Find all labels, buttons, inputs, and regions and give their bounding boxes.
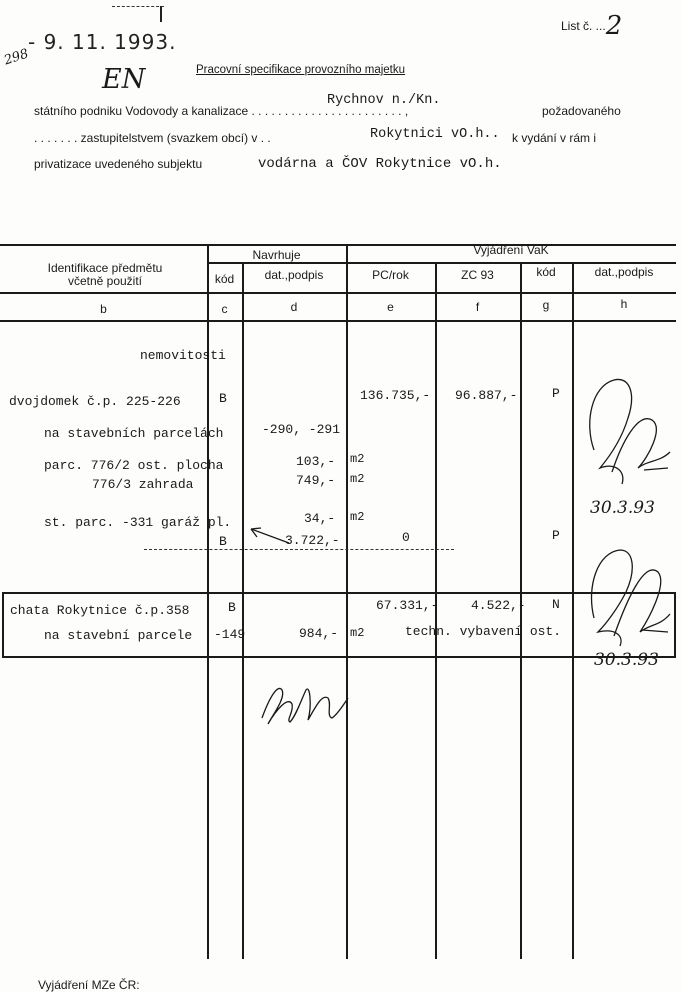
col-identifikace-line2: včetně použití — [67, 274, 143, 288]
letter-b: b — [100, 302, 107, 316]
stamp-date: - 9. 11. 1993. — [28, 30, 177, 54]
letter-h: h — [620, 297, 628, 311]
table-header-rule — [0, 292, 676, 294]
col-identifikace-line1: Identifikace předmětu — [47, 261, 163, 275]
letter-c: c — [221, 302, 228, 316]
letter-e: e — [387, 300, 394, 314]
subtotal-dash — [144, 549, 454, 550]
row-chata: chata Rokytnice č.p.358 — [10, 603, 190, 618]
place-typed: Rychnov n./Kn. — [327, 93, 441, 108]
row-776-2-unit: m2 — [350, 452, 365, 466]
arrow-mark — [245, 525, 295, 550]
signature-date-1: 30.3.93 — [590, 498, 655, 518]
letter-g: g — [542, 298, 550, 312]
signature-vak-2-loop — [592, 550, 633, 646]
margin-note: 298 — [2, 46, 31, 69]
stamp-bar — [160, 6, 162, 22]
signature-navrhuje-stroke — [262, 688, 348, 724]
table-letter-rule — [0, 320, 676, 322]
row-chata-val: 984,- — [299, 626, 339, 641]
row-parcelach: na stavebních parcelách — [44, 426, 224, 441]
col-identifikace — [10, 262, 200, 288]
row-331-unit: m2 — [350, 510, 365, 524]
list-label — [561, 11, 622, 41]
col-kod: kód — [214, 272, 235, 286]
row-nemovitosti: nemovitosti — [140, 348, 226, 363]
row-parcelach-val: -290, -291 — [262, 422, 341, 437]
group-vyjadreni: Vyjádření VaK — [473, 243, 549, 257]
signature-navrhuje — [256, 676, 352, 732]
list-label-text: List č. ... — [561, 19, 606, 33]
row-dvojdomek-pc: 136.735,- — [360, 388, 431, 403]
row-331-val: 34,- — [304, 511, 336, 526]
signature-vak-2 — [584, 540, 674, 650]
letter-f: f — [475, 300, 480, 314]
row-chata-parcela-num: -149 — [214, 627, 246, 642]
intro-line3-typed: vodárna a ČOV Rokytnice vO.h. — [258, 156, 502, 172]
signature-vak-1 — [582, 372, 674, 487]
row-chata-kod2: N — [552, 597, 560, 612]
row-dvojdomek: dvojdomek č.p. 225-226 — [9, 394, 181, 409]
intro-line3-pre: privatizace uvedeného subjektu — [34, 157, 203, 171]
intro-line1-post: požadovaného — [542, 104, 621, 118]
signature-vak-2-trail — [614, 570, 670, 636]
col-pcrok: PC/rok — [372, 268, 409, 282]
row-b2-kod: B — [219, 534, 227, 549]
chata-box — [2, 592, 676, 658]
letter-d: d — [290, 300, 298, 314]
intro-line2-post: k vydání v rám i — [512, 131, 597, 145]
row-776-2: parc. 776/2 ost. plocha — [44, 458, 224, 473]
row-chata-parcela: na stavební parcele — [44, 628, 193, 643]
row-chata-kod: B — [228, 600, 236, 615]
handwritten-mark: EN — [102, 64, 146, 95]
row-776-2-val: 103,- — [296, 454, 336, 469]
row-776-3-val: 749,- — [296, 473, 336, 488]
signature-vak-1-loop — [590, 379, 632, 484]
row-776-3-unit: m2 — [350, 472, 365, 486]
intro-line2-typed: Rokytnici vO.h.. — [370, 127, 500, 142]
stamp-mark — [112, 6, 164, 17]
row-b2-zero: 0 — [402, 530, 410, 545]
row-dvojdomek-kod: B — [219, 391, 227, 406]
group-navrhuje: Navrhuje — [252, 248, 301, 262]
table-group-rule — [207, 262, 676, 264]
col-kod2: kód — [536, 265, 556, 279]
row-chata-note: techn. vybavení ost. — [405, 624, 562, 639]
col-datpodpis2: dat.,podpis — [594, 265, 654, 279]
row-chata-zc: 4.522,- — [471, 598, 526, 613]
row-dvojdomek-kod2: P — [552, 386, 560, 401]
row-776-3: 776/3 zahrada — [92, 477, 194, 492]
signature-date-2: 30.3.93 — [594, 650, 659, 670]
list-number: 2 — [605, 11, 623, 41]
row-b2-kod2: P — [552, 528, 560, 543]
signature-vak-1-trail — [612, 419, 670, 472]
row-331: st. parc. -331 garáž pl. — [44, 515, 232, 530]
row-dvojdomek-zc: 96.887,- — [455, 388, 518, 403]
row-b2-val: 3.722,- — [285, 533, 340, 548]
intro-line2-pre: . . . . . . . zastupitelstvem (svazkem obcí) v . . — [34, 131, 271, 145]
row-chata-unit: m2 — [350, 626, 365, 640]
col-datpodpis: dat.,podpis — [264, 268, 324, 282]
footer-mze: Vyjádření MZe ČR: — [38, 978, 140, 992]
row-chata-pc: 67.331,- — [376, 598, 439, 613]
intro-line1-pre: státního podniku Vodovody a kanalizace . . . . . . . . . . . . . . . . . . . . . . . , — [34, 104, 409, 118]
page-title: Pracovní specifikace provozního majetku — [196, 64, 406, 76]
col-zc93: ZC 93 — [461, 268, 494, 282]
